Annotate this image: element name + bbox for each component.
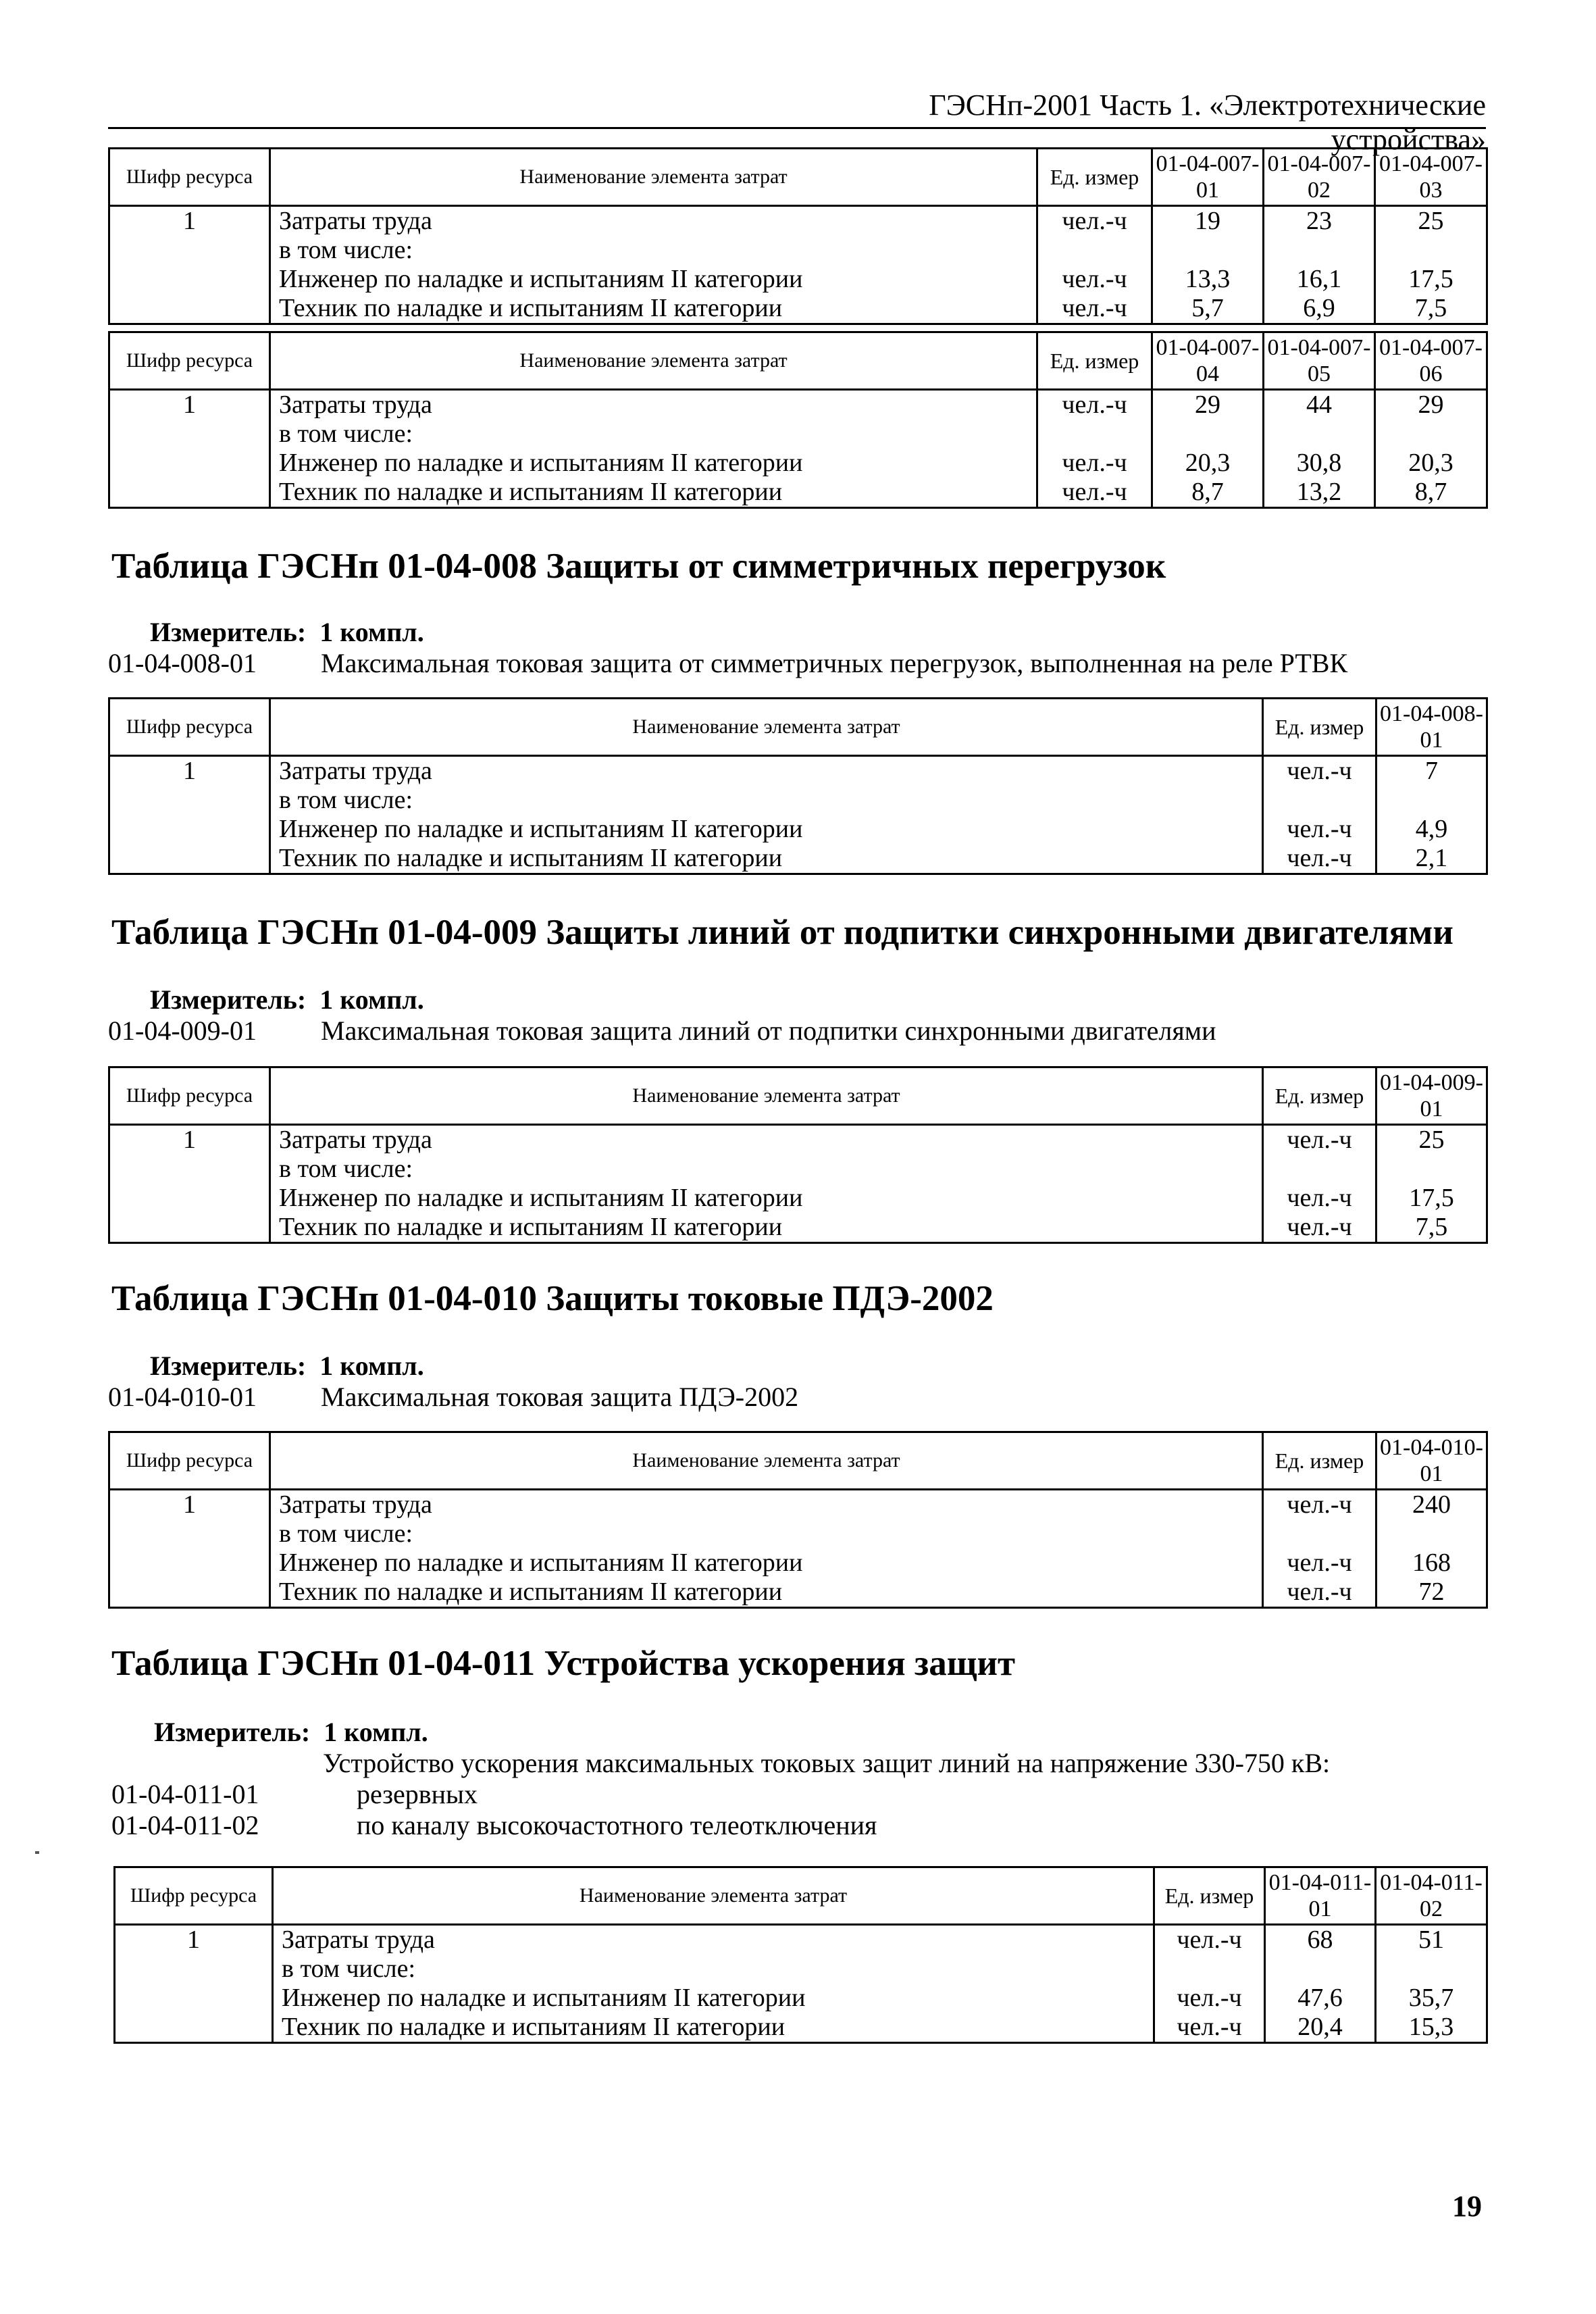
unit-value: чел.-ч <box>1287 1490 1352 1519</box>
item-description: по каналу высокочастотного телеотключения <box>357 1810 877 1840</box>
total-value: 23 <box>1306 207 1332 235</box>
total-value: 25 <box>1418 207 1444 235</box>
total-value: 19 <box>1195 207 1220 235</box>
col-header-unit: Ед. измер <box>1037 149 1152 206</box>
unit-cell <box>1154 1925 1265 2043</box>
col-header-unit: Ед. измер <box>1037 332 1152 390</box>
total-value: 68 <box>1307 1926 1333 1954</box>
measure-value: 1 компл. <box>319 1351 424 1381</box>
value-cell <box>1265 1925 1376 2043</box>
value-cell <box>1152 206 1264 324</box>
col-header-shifr: Шифр ресурса <box>109 332 270 390</box>
col-header-name: Наименование элемента затрат <box>270 332 1037 390</box>
labor-total-label: Затраты труда <box>279 1126 432 1154</box>
measure-line <box>150 1350 424 1382</box>
name-cell <box>270 1125 1263 1243</box>
table-row <box>115 1925 1487 2043</box>
technician-label: Техник по наладке и испытаниям II категории <box>279 1213 783 1241</box>
name-cell <box>270 390 1037 508</box>
unit-value: чел.-ч <box>1062 294 1127 322</box>
resource-code-cell <box>109 1490 270 1608</box>
unit-value: чел.-ч <box>1177 1926 1242 1954</box>
resource-code: 1 <box>187 1926 200 1954</box>
resource-code-cell <box>115 1925 273 2043</box>
section-title: Таблица ГЭСНп 01-04-009 Защиты линий от подпитки синхронными двигателями <box>111 913 1453 952</box>
technician-value: 15,3 <box>1408 2013 1454 2041</box>
measure-value: 1 компл. <box>319 617 424 647</box>
engineer-value: 13,3 <box>1185 265 1231 293</box>
col-header-code: 01-04-011-02 <box>1376 1867 1487 1925</box>
table-header-row <box>115 1867 1487 1925</box>
unit-value: чел.-ч <box>1287 1578 1352 1606</box>
item-code: 01-04-008-01 <box>108 648 257 678</box>
technician-label: Техник по наладке и испытаниям II категории <box>282 2013 786 2041</box>
col-header-code: 01-04-007-03 <box>1375 149 1487 206</box>
total-value: 29 <box>1195 391 1220 419</box>
unit-cell <box>1037 206 1152 324</box>
value-cell <box>1375 390 1487 508</box>
col-header-shifr: Шифр ресурса <box>109 699 270 756</box>
table-header-row <box>109 1432 1487 1490</box>
col-header-shifr: Шифр ресурса <box>109 1067 270 1125</box>
technician-value: 2,1 <box>1415 844 1448 872</box>
col-header-code: 01-04-009-01 <box>1376 1067 1487 1125</box>
engineer-value: 16,1 <box>1296 265 1342 293</box>
resource-code: 1 <box>183 207 196 235</box>
engineer-value: 4,9 <box>1415 815 1448 843</box>
engineer-value: 20,3 <box>1408 449 1453 477</box>
table-row <box>109 1125 1487 1243</box>
col-header-code: 01-04-007-02 <box>1264 149 1375 206</box>
unit-cell <box>1263 756 1376 874</box>
item-code: 01-04-011-02 <box>111 1810 259 1840</box>
engineer-label: Инженер по наладке и испытаниям II категории <box>279 815 803 843</box>
col-header-code: 01-04-008-01 <box>1376 699 1487 756</box>
resource-code: 1 <box>183 391 196 419</box>
measure-label: Измеритель: <box>150 984 307 1015</box>
labor-total-label: Затраты труда <box>279 391 432 419</box>
unit-value: чел.-ч <box>1062 207 1127 235</box>
name-cell <box>270 206 1037 324</box>
measure-value: 1 компл. <box>319 984 424 1015</box>
col-header-shifr: Шифр ресурса <box>115 1867 273 1925</box>
value-cell <box>1376 1490 1487 1608</box>
value-cell <box>1376 756 1487 874</box>
col-header-code: 01-04-007-06 <box>1375 332 1487 390</box>
unit-value: чел.-ч <box>1062 449 1127 477</box>
resource-code-cell <box>109 756 270 874</box>
measure-value: 1 компл. <box>324 1717 428 1747</box>
col-header-shifr: Шифр ресурса <box>109 149 270 206</box>
total-value: 29 <box>1418 391 1444 419</box>
page-number: 19 <box>1452 2190 1482 2223</box>
col-header-code: 01-04-007-05 <box>1264 332 1375 390</box>
table-009 <box>108 1066 1488 1244</box>
table-row <box>109 756 1487 874</box>
col-header-name: Наименование элемента затрат <box>270 149 1037 206</box>
technician-value: 5,7 <box>1191 294 1224 322</box>
total-value: 25 <box>1418 1126 1445 1154</box>
measure-label: Измеритель: <box>150 617 307 647</box>
col-header-name: Наименование элемента затрат <box>270 1432 1263 1490</box>
technician-value: 8,7 <box>1414 478 1447 506</box>
col-header-code: 01-04-011-01 <box>1265 1867 1376 1925</box>
col-header-unit: Ед. измер <box>1263 1067 1376 1125</box>
col-header-shifr: Шифр ресурса <box>109 1432 270 1490</box>
measure-line <box>150 616 424 648</box>
table-header-row <box>109 332 1487 390</box>
technician-value: 7,5 <box>1414 294 1447 322</box>
table-007-b <box>108 331 1488 509</box>
name-cell <box>270 756 1263 874</box>
technician-value: 7,5 <box>1415 1213 1448 1241</box>
col-header-code: 01-04-007-04 <box>1152 332 1264 390</box>
unit-value: чел.-ч <box>1287 1213 1352 1241</box>
item-description: Максимальная токовая защита от симметричных перегрузок, выполненная на реле РТВК <box>321 648 1348 678</box>
col-header-name: Наименование элемента затрат <box>273 1867 1154 1925</box>
labor-total-label: Затраты труда <box>282 1926 435 1954</box>
col-header-name: Наименование элемента затрат <box>270 1067 1263 1125</box>
total-value: 51 <box>1418 1926 1444 1954</box>
engineer-value: 17,5 <box>1408 265 1453 293</box>
item-description: резервных <box>357 1779 478 1809</box>
measure-label: Измеритель: <box>154 1717 311 1747</box>
resource-code-cell <box>109 206 270 324</box>
unit-cell <box>1263 1125 1376 1243</box>
table-header-row <box>109 1067 1487 1125</box>
col-header-unit: Ед. измер <box>1263 699 1376 756</box>
including-label: в том числе: <box>279 786 413 814</box>
technician-label: Техник по наладке и испытаниям II категории <box>279 294 783 322</box>
engineer-value: 35,7 <box>1408 1984 1454 2012</box>
unit-value: чел.-ч <box>1062 265 1127 293</box>
table-007-a <box>108 147 1488 325</box>
col-header-code: 01-04-010-01 <box>1376 1432 1487 1490</box>
table-header-row <box>109 149 1487 206</box>
unit-value: чел.-ч <box>1062 391 1127 419</box>
col-header-name: Наименование элемента затрат <box>270 699 1263 756</box>
unit-value: чел.-ч <box>1177 1984 1242 2012</box>
table-008 <box>108 697 1488 875</box>
total-value: 240 <box>1412 1490 1451 1519</box>
value-cell <box>1376 1125 1487 1243</box>
engineer-label: Инженер по наладке и испытаниям II категории <box>279 1549 803 1577</box>
section-title: Таблица ГЭСНп 01-04-011 Устройства ускорения защит <box>111 1644 1016 1683</box>
engineer-value: 47,6 <box>1297 1984 1343 2012</box>
measure-line <box>150 984 424 1015</box>
engineer-label: Инженер по наладке и испытаниям II категории <box>279 1184 803 1212</box>
technician-value: 20,4 <box>1297 2013 1343 2041</box>
value-cell <box>1152 390 1264 508</box>
total-value: 44 <box>1306 391 1332 419</box>
col-header-unit: Ед. измер <box>1263 1432 1376 1490</box>
section-title: Таблица ГЭСНп 01-04-008 Защиты от симметричных перегрузок <box>111 547 1166 586</box>
including-label: в том числе: <box>279 1155 413 1183</box>
including-label: в том числе: <box>279 420 413 448</box>
engineer-label: Инженер по наладке и испытаниям II категории <box>279 265 803 293</box>
engineer-value: 20,3 <box>1185 449 1231 477</box>
resource-code: 1 <box>183 1126 196 1154</box>
technician-value: 72 <box>1418 1578 1445 1606</box>
col-header-code: 01-04-007-01 <box>1152 149 1264 206</box>
unit-value: чел.-ч <box>1287 757 1352 785</box>
section-title: Таблица ГЭСНп 01-04-010 Защиты токовые ПДЭ-2002 <box>111 1279 994 1318</box>
item-code: 01-04-011-01 <box>111 1779 259 1809</box>
technician-label: Техник по наладке и испытаниям II категории <box>279 844 783 872</box>
unit-value: чел.-ч <box>1177 2013 1242 2041</box>
unit-value: чел.-ч <box>1062 478 1127 506</box>
table-header-row <box>109 699 1487 756</box>
value-cell <box>1264 206 1375 324</box>
engineer-label: Инженер по наладке и испытаниям II категории <box>279 449 803 477</box>
technician-label: Техник по наладке и испытаниям II категории <box>279 1578 783 1606</box>
value-cell <box>1375 206 1487 324</box>
item-intro: Устройство ускорения максимальных токовых защит линий на напряжение 330-750 кВ: <box>323 1748 1331 1778</box>
item-code: 01-04-009-01 <box>108 1015 257 1046</box>
name-cell <box>270 1490 1263 1608</box>
resource-code-cell <box>109 1125 270 1243</box>
unit-value: чел.-ч <box>1287 1549 1352 1577</box>
total-value: 7 <box>1425 757 1438 785</box>
table-row <box>109 1490 1487 1608</box>
engineer-value: 168 <box>1412 1549 1451 1577</box>
unit-cell <box>1037 390 1152 508</box>
table-row <box>109 390 1487 508</box>
technician-value: 13,2 <box>1296 478 1342 506</box>
including-label: в том числе: <box>282 1955 416 1983</box>
running-header: ГЭСНп-2001 Часть 1. «Электротехнические устройства» <box>929 89 1486 156</box>
measure-label: Измеритель: <box>150 1351 307 1381</box>
technician-value: 6,9 <box>1303 294 1335 322</box>
item-description: Максимальная токовая защита ПДЭ-2002 <box>321 1382 799 1412</box>
engineer-label: Инженер по наладке и испытаниям II категории <box>282 1984 806 2012</box>
resource-code-cell <box>109 390 270 508</box>
col-header-unit: Ед. измер <box>1154 1867 1265 1925</box>
resource-code: 1 <box>183 1490 196 1519</box>
header-rule <box>108 127 1486 129</box>
table-row <box>109 206 1487 324</box>
including-label: в том числе: <box>279 236 413 264</box>
unit-value: чел.-ч <box>1287 815 1352 843</box>
labor-total-label: Затраты труда <box>279 207 432 235</box>
value-cell <box>1264 390 1375 508</box>
including-label: в том числе: <box>279 1519 413 1548</box>
technician-value: 8,7 <box>1191 478 1224 506</box>
engineer-value: 17,5 <box>1409 1184 1454 1212</box>
technician-label: Техник по наладке и испытаниям II категории <box>279 478 783 506</box>
name-cell <box>273 1925 1154 2043</box>
measure-line <box>154 1716 428 1748</box>
labor-total-label: Затраты труда <box>279 1490 432 1519</box>
unit-value: чел.-ч <box>1287 844 1352 872</box>
unit-cell <box>1263 1490 1376 1608</box>
value-cell <box>1376 1925 1487 2043</box>
engineer-value: 30,8 <box>1296 449 1342 477</box>
item-description: Максимальная токовая защита линий от подпитки синхронными двигателями <box>321 1015 1216 1046</box>
unit-value: чел.-ч <box>1287 1126 1352 1154</box>
resource-code: 1 <box>183 757 196 785</box>
labor-total-label: Затраты труда <box>279 757 432 785</box>
item-code: 01-04-010-01 <box>108 1382 257 1412</box>
table-010 <box>108 1431 1488 1609</box>
scan-speck <box>35 1851 39 1854</box>
unit-value: чел.-ч <box>1287 1184 1352 1212</box>
table-011 <box>113 1866 1488 2044</box>
